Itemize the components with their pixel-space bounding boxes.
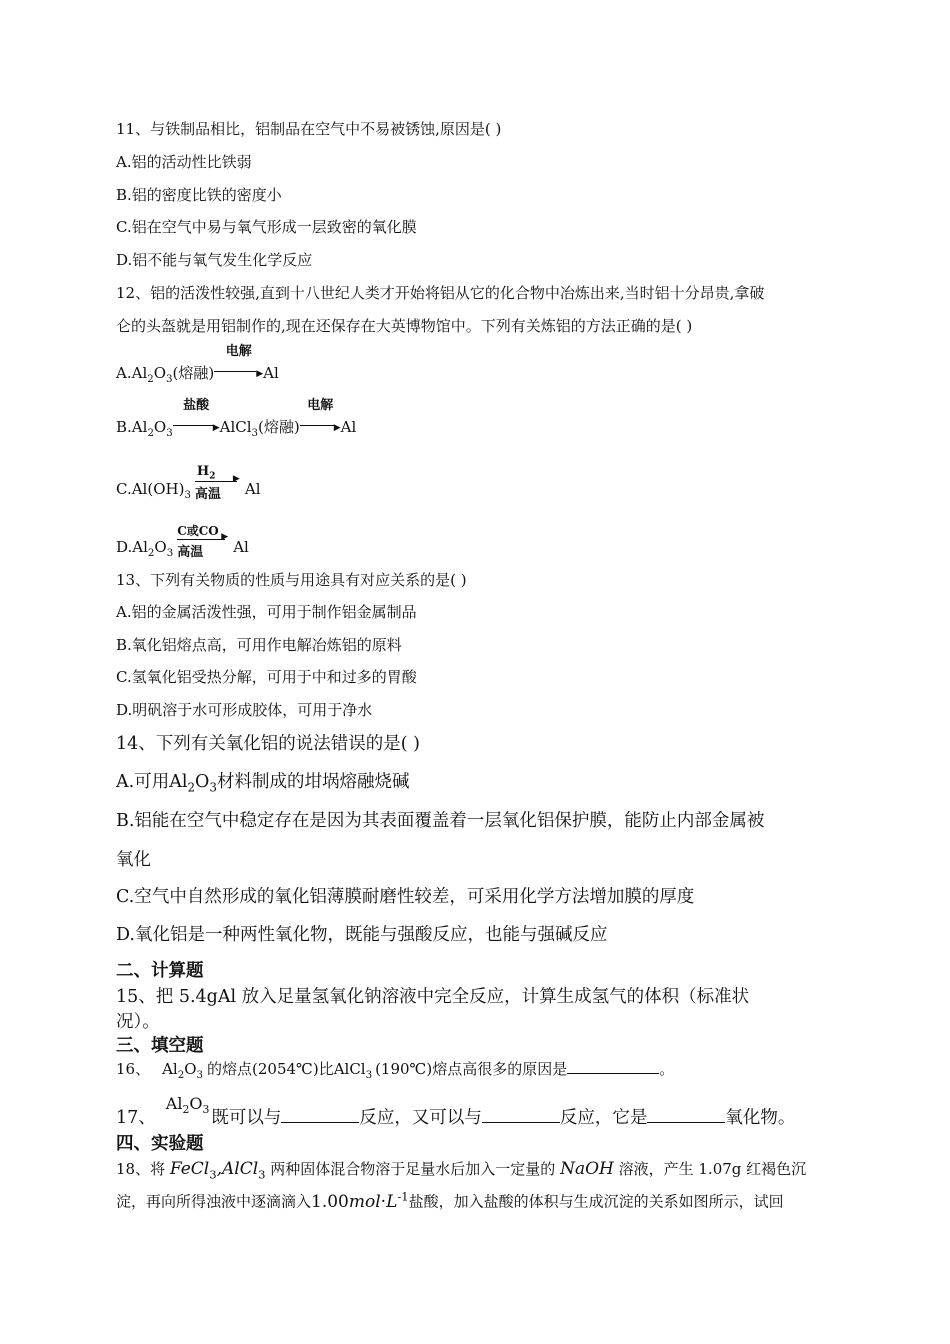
state-label: (熔融) <box>258 418 300 436</box>
reaction-arrow-2: 电解 ▶ <box>300 418 341 436</box>
q11-stem: 11、与铁制品相比，铝制品在空气中不易被锈蚀,原因是( ) <box>116 120 502 138</box>
q12-stem-line1: 12、铝的活泼性较强,直到十八世纪人类才开始将铝从它的化合物中冶炼出来,当时铝十分昂贵,拿破 <box>116 284 765 302</box>
q18-line1: 18、将 FeCl$_3$,AlCl$_3$ 两种固体混合物溶于足量水后加入一定量的 NaOH 溶液，产生 1.07g 红褐色沉 <box>116 1159 807 1182</box>
formula-al2o3: $Al_2O_3$ <box>132 538 174 559</box>
q13-option-c: C.氢氧化铝受热分解，可用于中和过多的胃酸 <box>116 668 417 686</box>
formula-naoh: NaOH <box>560 1159 614 1179</box>
q11-option-d: D.铝不能与氧气发生化学反应 <box>116 251 313 269</box>
q15-line1: 15、把 5.4gAl 放入足量氢氧化钠溶液中完全反应，计算生成氢气的体积（标准状 <box>116 987 750 1007</box>
q11-option-a: A.铝的活动性比铁弱 <box>116 153 252 171</box>
reaction-condition: 盐酸 <box>183 398 210 413</box>
q12-option-b <box>116 398 357 439</box>
reaction-condition: 电解 <box>307 398 334 413</box>
q12-option-a <box>116 344 279 385</box>
reaction-condition-top: C或CO <box>177 524 219 538</box>
q13-option-b: B.氧化铝熔点高，可用作电解冶炼铝的原料 <box>116 636 402 654</box>
formula-al2o3: $Al_2O_3$ <box>165 1094 210 1117</box>
q14-option-b-line1: B.铝能在空气中稳定存在是因为其表面覆盖着一层氧化铝保护膜，能防止内部金属被 <box>116 811 765 831</box>
q12-option-c: $C.Al(OH)_3$ $H_2$ ▶ 高温 Al <box>116 464 261 502</box>
option-label: B. <box>116 418 132 436</box>
q14-option-b-line2: 氧化 <box>116 850 151 870</box>
concentration: $1.00mol\cdot L^{-1}$ <box>311 1189 409 1212</box>
reaction-condition: 高温 <box>194 487 221 502</box>
q15-line2: 况）。 <box>116 1012 160 1032</box>
arrow-line <box>173 425 213 427</box>
q13-option-d: D.明矾溶于水可形成胶体，可用于净水 <box>116 701 373 719</box>
q14-option-d: D.氧化铝是一种两性氧化物，既能与强酸反应，也能与强碱反应 <box>116 925 608 945</box>
formula-alcl3: AlCl$_3$ <box>219 418 259 439</box>
section-heading-fill-in: 三、填空题 <box>116 1036 204 1056</box>
formula-al2o3: $Al_2O_3$ <box>162 1060 204 1081</box>
answer-blank-1[interactable] <box>281 1105 359 1124</box>
q18-line2: 淀，再向所得浊液中逐滴滴入$1.00mol\cdot L^{-1}$盐酸，加入盐酸的体积与生成沉淀的关系如图所示，试回 <box>116 1189 784 1212</box>
option-label: C. <box>116 480 132 498</box>
section-heading-calculation: 二、计算题 <box>116 961 204 981</box>
product: Al <box>263 364 279 382</box>
q11-option-c: C.铝在空气中易与氧气形成一层致密的氧化膜 <box>116 218 417 236</box>
reagent-h2: $H_2$ <box>196 464 216 482</box>
arrow-line <box>214 371 256 373</box>
product: Al <box>233 538 249 556</box>
product: Al <box>244 480 261 498</box>
answer-blank-2[interactable] <box>482 1105 560 1124</box>
q13-stem: 13、下列有关物质的性质与用途具有对应关系的是( ) <box>116 571 467 589</box>
arrow-line <box>177 539 225 540</box>
q12-stem-line2: 仑的头盔就是用铝制作的,现在还保存在大英博物馆中。下列有关炼铝的方法正确的是( ) <box>116 317 693 335</box>
product: Al <box>340 418 357 436</box>
q14-option-a: A.可用$Al_2O_3$材料制成的坩埚熔融烧碱 <box>116 772 410 795</box>
q14-stem: 14、下列有关氧化铝的说法错误的是( ) <box>116 734 420 754</box>
option-label: A. <box>116 364 132 382</box>
option-label: D. <box>116 538 133 556</box>
reaction-arrow-1: 盐酸 ▶ <box>173 418 220 436</box>
q12-option-d: $D.Al_2O_3$ C或CO ▶ 高温 Al <box>116 524 249 560</box>
arrow-line <box>300 425 334 427</box>
state-label: (熔融) <box>172 364 215 382</box>
formula-al2o3: $Al_2O_3$ <box>169 772 217 795</box>
reaction-condition-bottom: 高温 <box>177 545 204 560</box>
formula-fecl3-alcl3: FeCl$_3$,AlCl$_3$ <box>169 1159 266 1182</box>
answer-blank[interactable] <box>567 1058 659 1074</box>
q14-option-c: C.空气中自然形成的氧化铝薄膜耐磨性较差，可采用化学方法增加膜的厚度 <box>116 887 695 907</box>
answer-blank-3[interactable] <box>647 1105 725 1124</box>
reaction-condition: 电解 <box>225 344 252 359</box>
q17: 17、$Al_2O_3$ 既可以与 反应，又可以与 反应，它是 氧化物。 <box>116 1094 796 1128</box>
reaction-arrow: 电解 ▶ <box>214 364 263 382</box>
q13-option-a: A.铝的金属活泼性强，可用于制作铝金属制品 <box>116 603 417 621</box>
formula-al2o3: $Al_2O_3$ <box>131 418 173 439</box>
section-heading-experiment: 四、实验题 <box>116 1134 204 1154</box>
formula-al2o3: $Al_2O_3$ <box>131 364 173 385</box>
formula-alcl3: AlCl$_3$ <box>333 1060 373 1081</box>
arrow-line <box>195 481 237 482</box>
q16: 16、 $Al_2O_3$ 的熔点(2054℃)比AlCl$_3$ (190℃)熔点高很多的原因是 。 <box>116 1060 675 1081</box>
q11-option-b: B.铝的密度比铁的密度小 <box>116 186 282 204</box>
formula-aloh3: $Al(OH)_3$ <box>131 480 191 501</box>
